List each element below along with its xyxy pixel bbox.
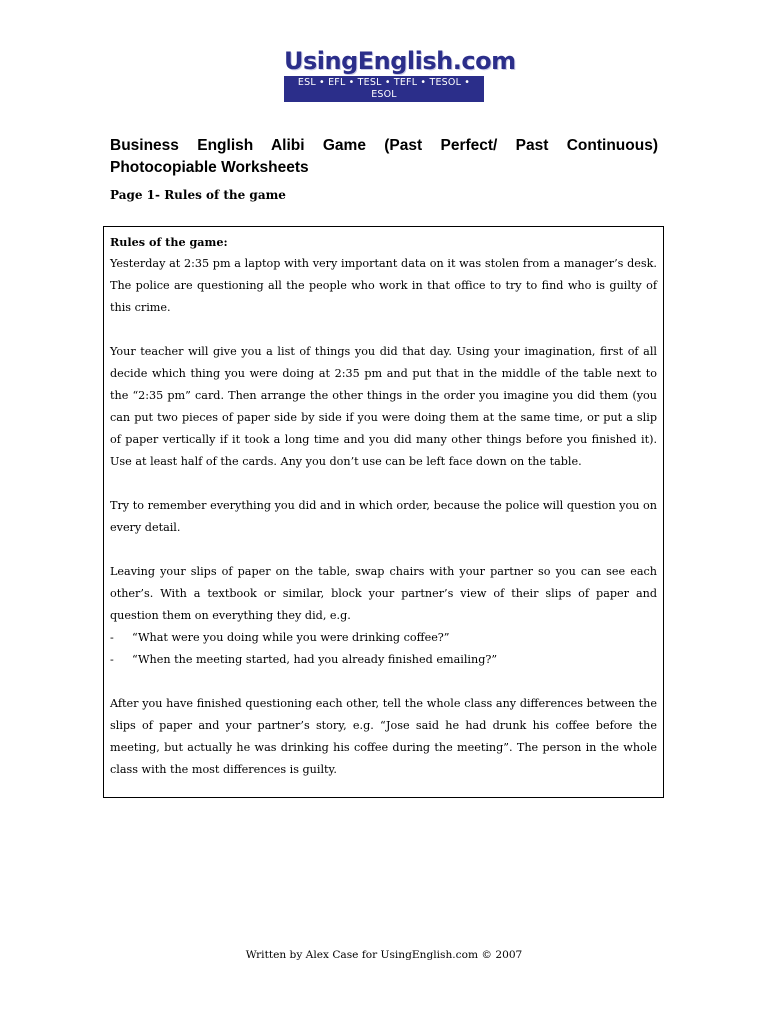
page-subtitle: Page 1- Rules of the game — [110, 188, 286, 202]
rules-paragraph-2: Your teacher will give you a list of things you did that day. Using your imagination, first of all decide which thing you were doing at 2:35 pm and put that in the middle of the table next to the “2:35 pm” card. Then arrange the other things in the order you imagine you did them (you can put two pieces of paper side by side if you were doing them at the same time, or put a slip of paper vertically if it took a long time and you did many other things before you finished it). Use at least half of the cards. Any you don’t use can be left face down on the table. — [110, 345, 657, 468]
site-logo — [284, 47, 516, 102]
question-example-text: “What were you doing while you were drinking coffee?” — [132, 631, 450, 644]
question-example-2 — [110, 649, 657, 671]
footer-credit: Written by Alex Case for UsingEnglish.com © 2007 — [245, 949, 523, 961]
rules-paragraph-3: Try to remember everything you did and in which order, because the police will question you on every detail. — [110, 499, 657, 534]
rules-paragraph-1: Yesterday at 2:35 pm a laptop with very important data on it was stolen from a manager’s desk. The police are questioning all the people who work in that office to try to find who is guilty of this crime. — [110, 257, 657, 314]
rules-heading: Rules of the game: — [110, 235, 228, 249]
rules-box — [103, 226, 664, 798]
question-example-text: “When the meeting started, had you already finished emailing?” — [132, 653, 498, 666]
rules-paragraph-4: Leaving your slips of paper on the table, swap chairs with your partner so you can see each other’s. With a textbook or similar, block your partner’s view of their slips of paper and question them on everything they did, e.g. — [110, 565, 657, 622]
rules-paragraph-5: After you have finished questioning each other, tell the whole class any differences between the slips of paper and your partner’s story, e.g. “Jose said he had drunk his coffee before the meeting, but actually he was drinking his coffee during the meeting”. The person in the whole class with the most differences is guilty. — [110, 697, 657, 776]
logo-tagline: ESL • EFL • TESL • TEFL • TESOL • ESOL — [284, 76, 484, 102]
question-example-1 — [110, 627, 657, 649]
bullet-marker: - — [110, 653, 114, 666]
bullet-marker: - — [110, 631, 114, 644]
document-title: Business English Alibi Game (Past Perfect/ Past Continuous) Photocopiable Worksheets — [110, 137, 658, 176]
logo-wordmark: UsingEnglish.com — [284, 47, 516, 75]
